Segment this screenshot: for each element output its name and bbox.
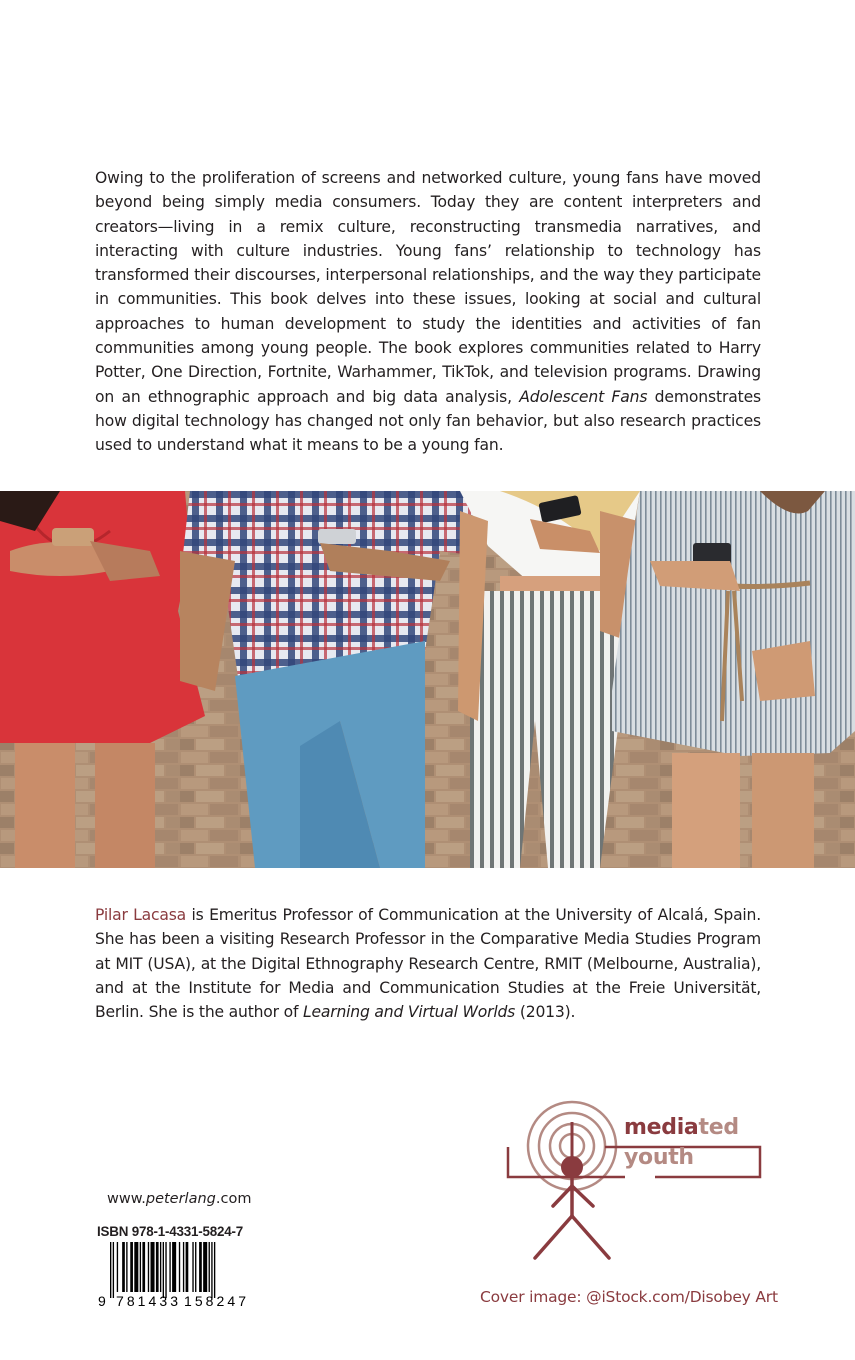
barcode-bar [172,1242,176,1292]
barcode-bar [211,1242,212,1298]
barcode-bar [195,1242,196,1292]
barcode-bar [186,1242,189,1292]
author-bio-text-1: is Emeritus Professor of Communication at the University of Alcalá, Spain. She has been a visiting Research Professor in the Comparative Media Studies Program at MIT (USA), at the Digital Ethnography Research Centre, RMIT (Melbourne, Australia), and at the Institute for Media and Communication Studies at the Freie Universität, Berlin. She is the author of [95,906,761,1022]
author-previous-book: Learning and Virtual Worlds [303,1003,516,1022]
barcode-bar [163,1242,164,1298]
author-bio [95,903,761,1024]
barcode-bar [142,1242,145,1292]
barcode-bar [183,1242,184,1292]
blurb-book-title: Adolescent Fans [519,387,648,406]
barcode-bar [113,1242,114,1298]
barcode-bar [160,1242,161,1292]
svg-text:158247: 158247 [184,1293,246,1309]
barcode-bar [130,1242,133,1292]
barcode-bar [169,1242,170,1292]
barcode-bar [140,1242,141,1292]
svg-text:781433: 781433 [116,1293,178,1309]
barcode-bar [148,1242,149,1292]
cover-photo-teens-with-phones [0,491,855,868]
barcode-bar [192,1242,193,1292]
barcode-bar [203,1242,207,1292]
isbn-barcode [96,1240,256,1310]
author-name: Pilar Lacasa [95,906,187,924]
blurb-text-1: Owing to the proliferation of screens and networked culture, young fans have moved beyond being simply media consumers. Today they are content interpreters and creators—living in a remix culture, reconstructing transmedia narratives, and interacting with culture industries. Young fans’ relationship to technology has transformed their discourses, interpersonal relationships, and the way they participate in communities. This book delves into these issues, looking at social and cultural approaches to human development to study the identities and activities of fan communities among young people. The book explores communities related to Harry Potter, One Direction, Fortnite, Warhammer, TikTok, and television programs. Drawing on an ethnographic approach and big data analysis, [95,169,761,406]
barcode-bar [122,1242,125,1292]
author-bio-text-2: (2013). [515,1003,576,1022]
barcode-bar [214,1242,215,1298]
barcode-bar [156,1242,159,1292]
back-cover-blurb [95,166,761,458]
barcode-bar [199,1242,202,1292]
barcode-bar [179,1242,180,1292]
publisher-website: www.peterlang.com [107,1191,252,1207]
barcode-bar [126,1242,127,1292]
svg-text:9: 9 [98,1293,106,1309]
barcode-bar [165,1242,166,1298]
barcode-bar [117,1242,118,1292]
blurb-text-2: demonstrates how digital technology has changed not only fan behavior, but also research practices used to understand what it means to be a young fan. [95,387,762,455]
cover-image-credit: Cover image: @iStock.com/Disobey Art [480,1288,778,1306]
barcode-bar [209,1242,210,1292]
barcode-bar [110,1242,111,1298]
barcode-bar [151,1242,155,1292]
series-logo-line-2: youth [624,1145,694,1170]
series-logo-line-1: mediated [624,1115,739,1140]
isbn-label: ISBN 978-1-4331-5824-7 [97,1224,243,1239]
barcode-bar [134,1242,138,1292]
